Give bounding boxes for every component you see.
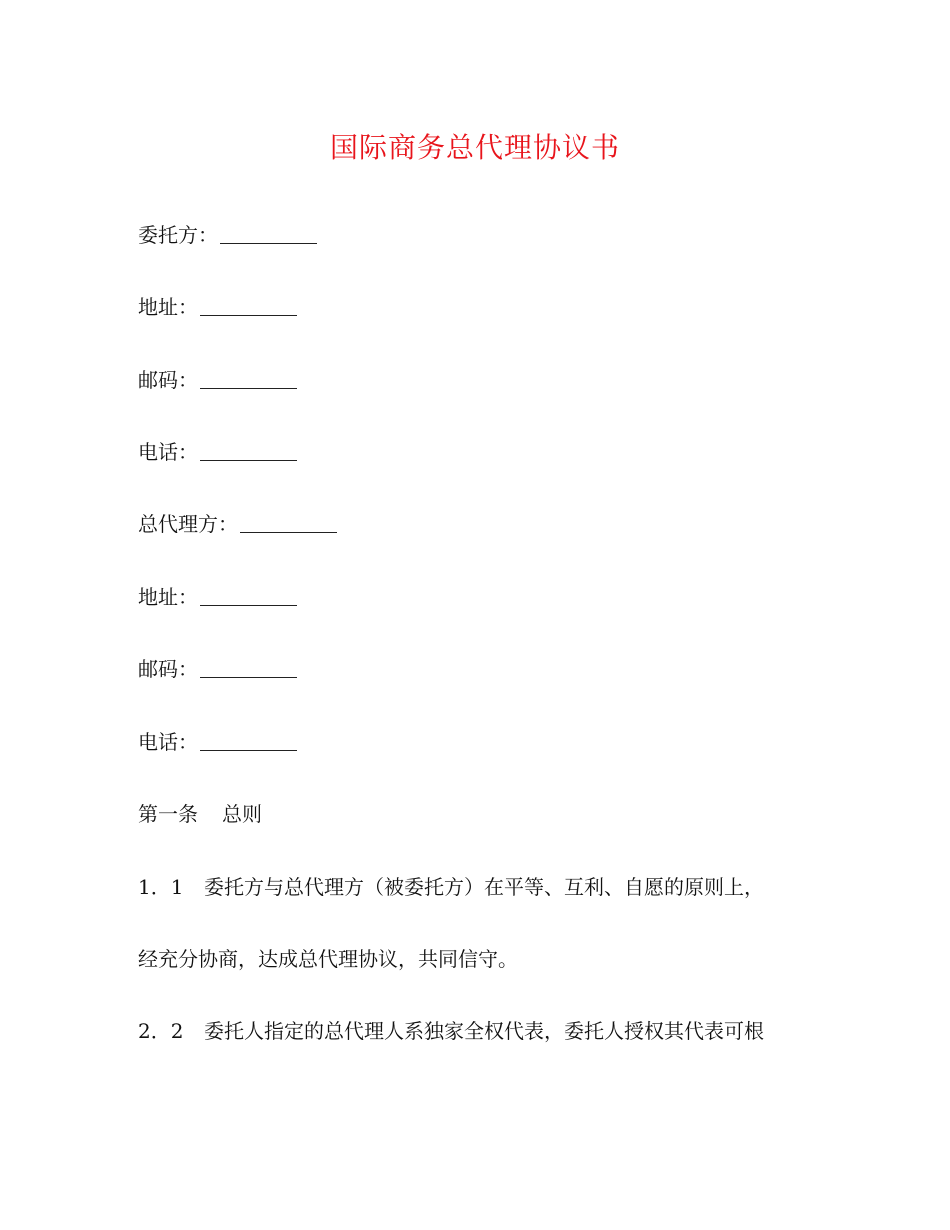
clause-2-2-text: 委托人指定的总代理人系独家全权代表，委托人授权其代表可根 xyxy=(204,1019,764,1043)
principal-address-blank[interactable] xyxy=(200,295,297,316)
agent-postcode-blank[interactable] xyxy=(200,657,297,678)
article-1-heading xyxy=(138,799,262,829)
agent-blank[interactable] xyxy=(240,512,337,533)
principal-address-field xyxy=(138,292,297,322)
principal-postcode-blank[interactable] xyxy=(200,368,297,389)
clause-1-1-continuation xyxy=(138,944,518,974)
agent-address-blank[interactable] xyxy=(200,585,297,606)
clause-1-1 xyxy=(138,872,764,902)
principal-blank[interactable] xyxy=(220,223,317,244)
agent-address-label: 地址： xyxy=(138,585,198,609)
principal-label: 委托方： xyxy=(138,223,218,247)
clause-1-1-number: 1．1 xyxy=(138,875,184,899)
agent-phone-blank[interactable] xyxy=(200,730,297,751)
principal-phone-field xyxy=(138,437,297,467)
article-1-number: 第一条 xyxy=(138,802,198,826)
principal-phone-label: 电话： xyxy=(138,440,198,464)
clause-1-1-cont-text: 经充分协商，达成总代理协议，共同信守。 xyxy=(138,947,518,971)
clause-2-2 xyxy=(138,1016,764,1046)
agent-label: 总代理方： xyxy=(138,512,238,536)
principal-postcode-label: 邮码： xyxy=(138,368,198,392)
agent-phone-field xyxy=(138,727,297,757)
principal-address-label: 地址： xyxy=(138,295,198,319)
clause-1-1-text: 委托方与总代理方（被委托方）在平等、互利、自愿的原则上， xyxy=(204,875,764,899)
agent-address-field xyxy=(138,582,297,612)
clause-2-2-number: 2．2 xyxy=(138,1019,184,1043)
principal-field xyxy=(138,220,317,250)
principal-postcode-field xyxy=(138,365,297,395)
agent-postcode-label: 邮码： xyxy=(138,657,198,681)
agent-postcode-field xyxy=(138,654,297,684)
agent-phone-label: 电话： xyxy=(138,730,198,754)
agent-field xyxy=(138,509,337,539)
article-1-title: 总则 xyxy=(222,802,262,826)
document-title: 国际商务总代理协议书 xyxy=(329,131,620,164)
principal-phone-blank[interactable] xyxy=(200,440,297,461)
